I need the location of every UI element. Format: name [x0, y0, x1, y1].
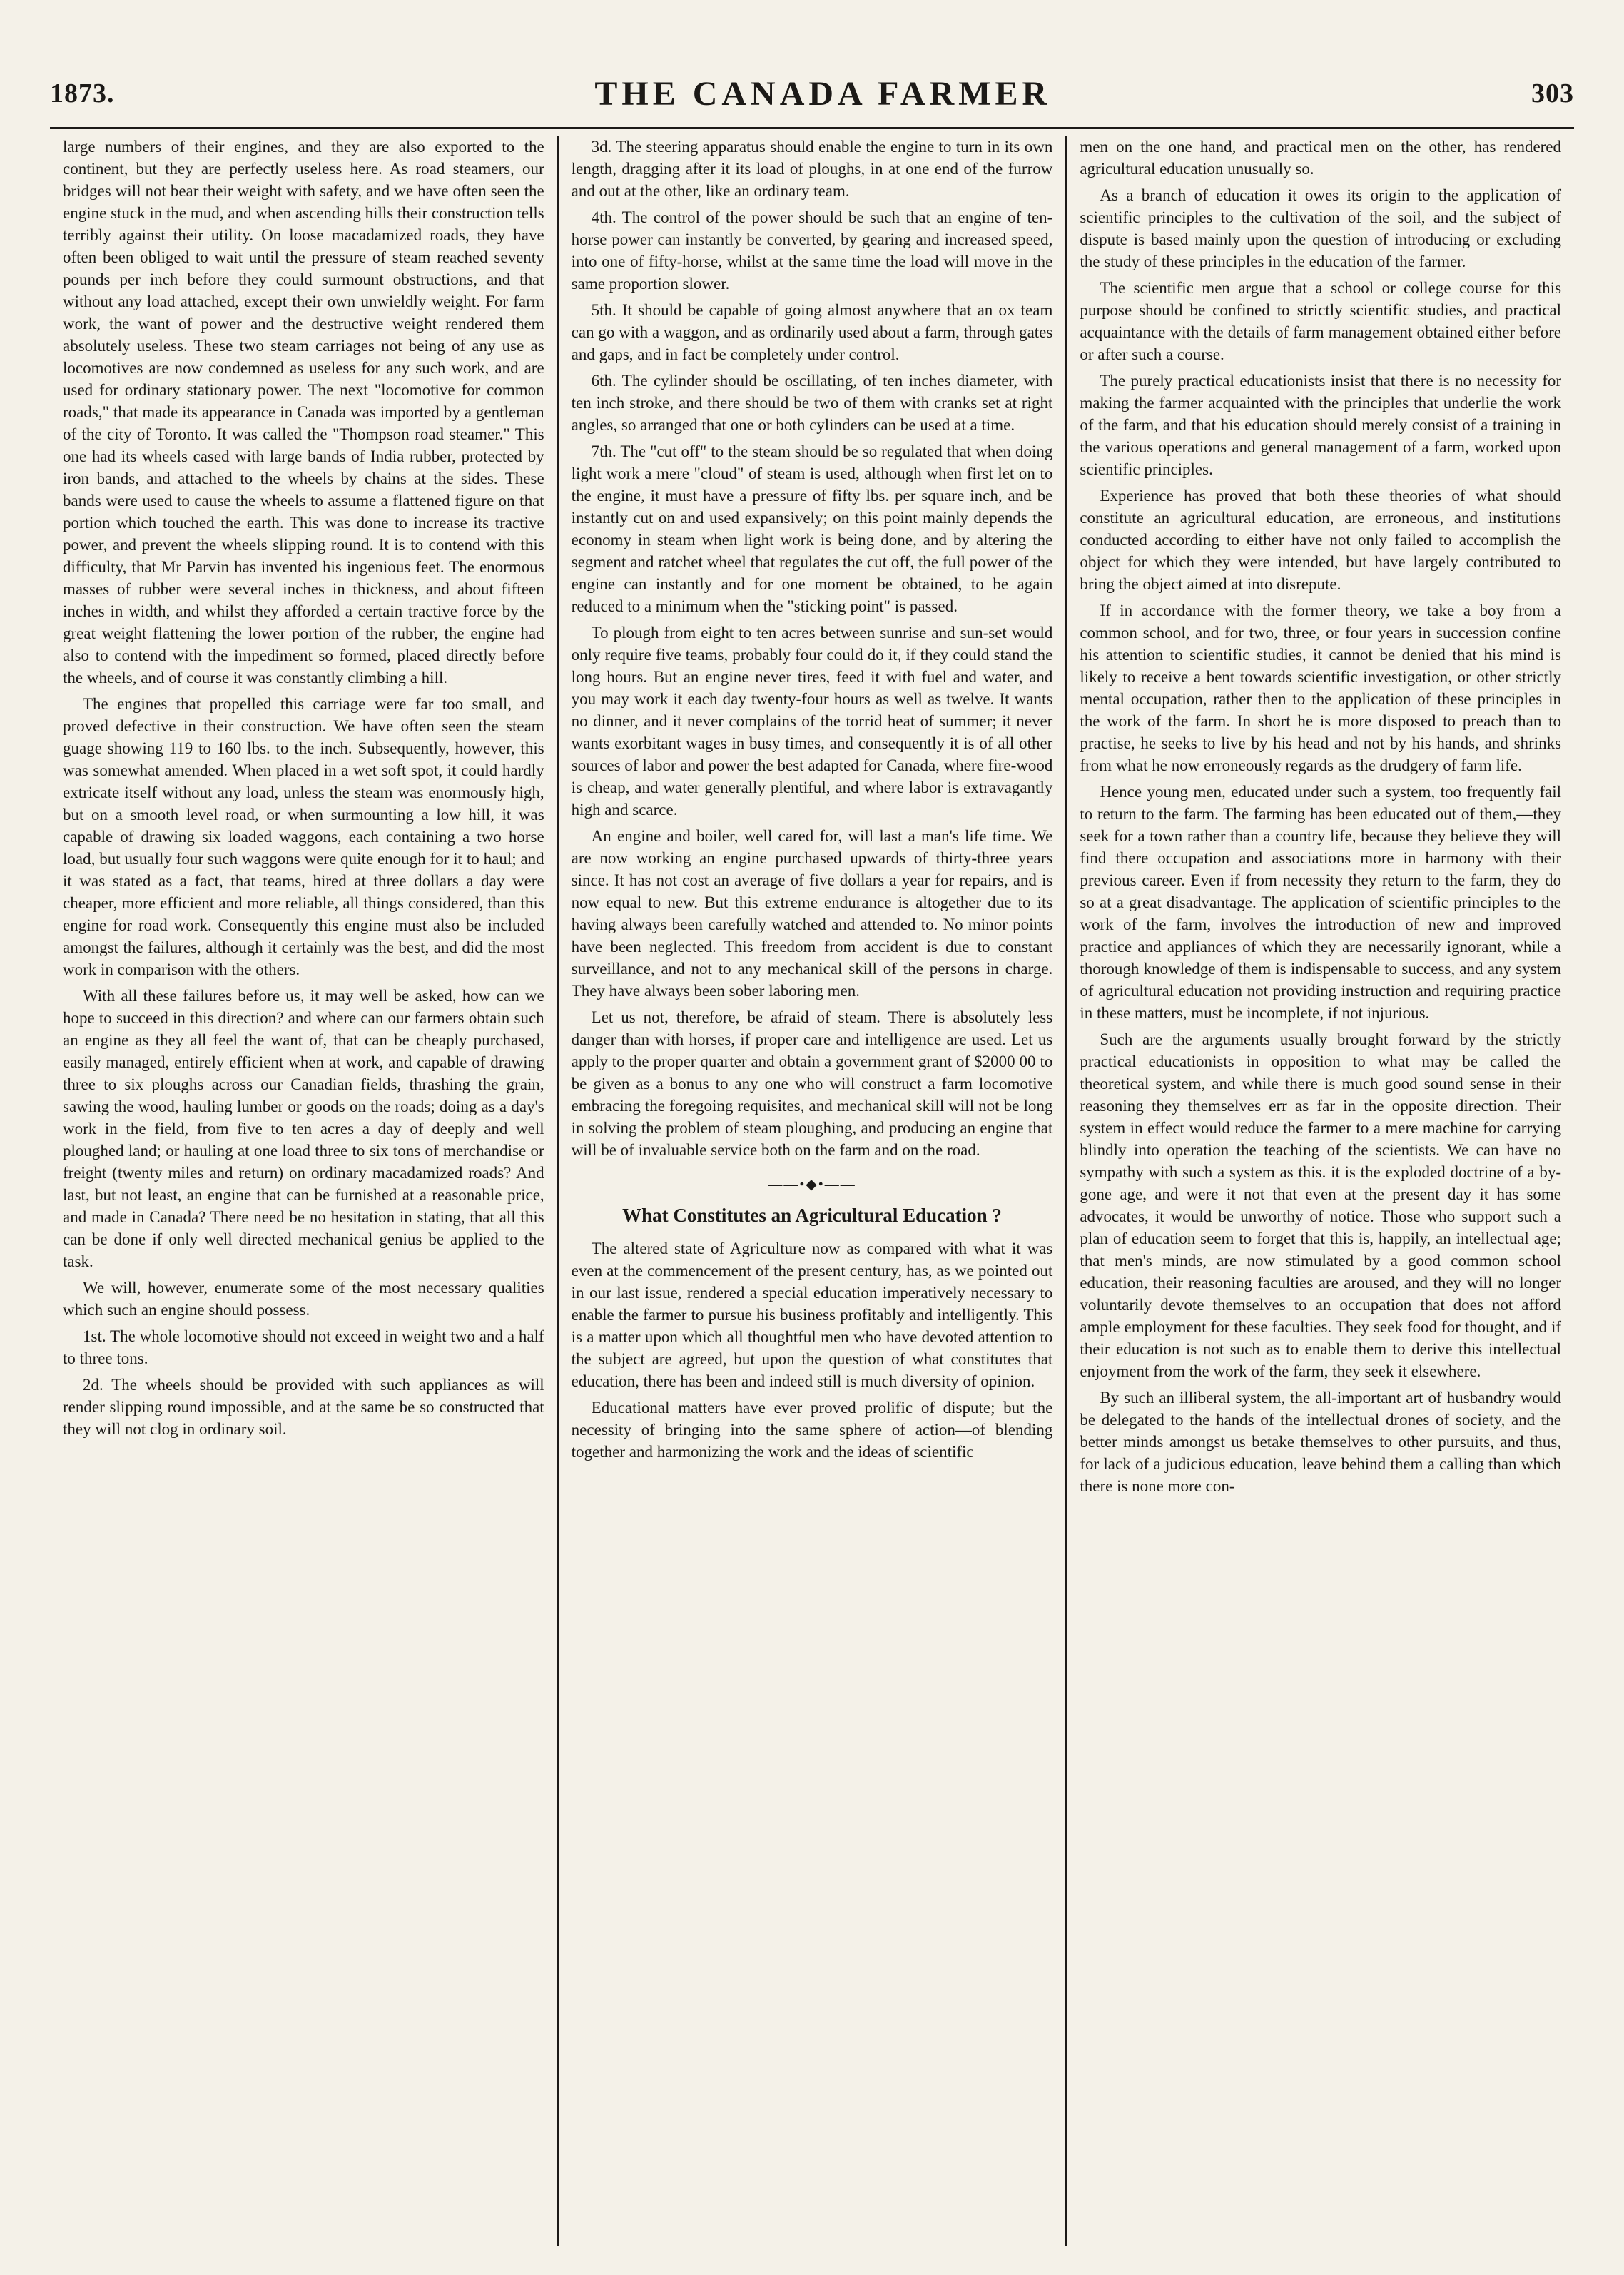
- page-header: [50, 69, 1574, 118]
- paragraph: 1st. The whole locomotive should not exceed in weight two and a half to three tons.: [63, 1327, 544, 1367]
- masthead-title: THE CANADA FARMER: [594, 74, 1052, 113]
- paragraph: The purely practical educationists insist that there is no necessity for making the farmer acquainted with the principles that underlie the work of the farm, and that his education should merely consist of a training in the various operations and general management of a farm, worked upon scientific principles.: [1080, 372, 1562, 478]
- header-year: 1873.: [50, 78, 115, 108]
- paragraph: If in accordance with the former theory, we take a boy from a common school, and for two, three, or four years in succession confine his attention to scientific studies, it cannot be denied that his mind is likely to receive a bent towards scientific investigation, or other strictly mental occupation, rather then to the application of these principles in the work of the farm. In short he is more disposed to preach than to practise, he seeks to live by his head and not by his hands, and shrinks from what he now erroneously regards as the drudgery of farm life.: [1080, 602, 1562, 774]
- text-columns: [50, 136, 1574, 2246]
- paragraph: To plough from eight to ten acres between sunrise and sun-set would only require five teams, probably four could do it, if they could stand the long hours. But an engine never tires, feed it with fuel and water, and you may work it each day twenty-four hours as well as twelve. It wants no dinner, and it never complains of the torrid heat of summer; it never wants exorbitant wages in busy times, and consequently it is of all other sources of labor and power the best adapted for Canada, where fire-wood is cheap, and water generally plentiful, and where labor is extravagantly high and scarce.: [571, 624, 1053, 819]
- section-heading: What Constitutes an Agricultural Education ?: [622, 1205, 1002, 1226]
- paragraph: Educational matters have ever proved prolific of dispute; but the necessity of bringing into the same sphere of action—of blending together and harmonizing the work and the ideas of scientific: [571, 1399, 1053, 1461]
- paragraph: 7th. The "cut off" to the steam should be so regulated that when doing light work a mere "cloud" of steam is used, although when first let on to the engine, it must have a pressure of fifty lbs. per square inch, and be instantly cut on and used expansively; on this point mainly depends the economy in steam when light work is being done, and by altering the segment and ratchet wheel that regulates the cut off, the full power of the engine can instantly and for one moment be obtained, to be again reduced to a minimum when the "sticking point" is passed.: [571, 442, 1053, 615]
- paragraph: The altered state of Agriculture now as compared with what it was even at the commencement of the present century, has, as we pointed out in our last issue, rendered a special education imperatively necessary to enable the farmer to pursue his business profitably and intelligently. This is a matter upon which all thoughtful men who have devoted attention to the subject are agreed, but upon the question of what constitutes that education, there has been and indeed still is much diversity of opinion.: [571, 1240, 1053, 1390]
- page-number: 303: [1531, 78, 1574, 108]
- paragraph: 4th. The control of the power should be such that an engine of ten-horse power can instantly be converted, by gearing and increased speed, into one of fifty-horse, whilst at the same time the load will move in the same proportion slower.: [571, 208, 1053, 293]
- paragraph: large numbers of their engines, and they are also exported to the continent, but they are perfectly useless here. As road steamers, our bridges will not bear their weight with safety, and we have often seen the engine stuck in the mud, and when ascending hills their construction tells terribly against their utility. On loose macadamized roads, they have often been obliged to wait until the pressure of steam reached seventy pounds per inch before they could surmount obstructions, and that without any load attached, except their own unwieldly weight. For farm work, the want of power and the destructive weight rendered them absolutely useless. These two steam carriages not being of any use as locomotives are now condemned as useless for any such work, and are used for ordinary stationary power. The next "locomotive for common roads," that made its appearance in Canada was imported by a gentleman of the city of Toronto. It was called the "Thompson road steamer." This one had its wheels cased with large bands of India rubber, protected by iron bands, and attached to the wheels by chains at the sides. These bands were used to cause the wheels to assume a flattened figure on that portion which touched the earth. This was done to increase its tractive power, and prevent the wheels slipping round. It is to contend with this difficulty, that Mr Parvin has invented his ingenious feet. The enormous masses of rubber were several inches in thickness, and about fifteen inches in width, and whilst they afforded a certain tractive force by the great weight flattening the lower portion of the rubber, the engine had also to contend with the impediment so formed, placed directly before the wheels, and of course it was constantly climbing a hill.: [63, 138, 544, 686]
- paragraph: As a branch of education it owes its origin to the application of scientific principles to the cultivation of the soil, and the subject of dispute is based mainly upon the question of introducing or excluding the study of these principles in the education of the farmer.: [1080, 186, 1562, 270]
- paragraph: 6th. The cylinder should be oscillating, of ten inches diameter, with ten inch stroke, and there should be two of them with cranks set at right angles, so arranged that one or both cylinders can be used at a time.: [571, 372, 1053, 434]
- section-divider: ——•◆•——: [768, 1177, 856, 1192]
- paragraph: Hence young men, educated under such a system, too frequently fail to return to the farm. The farming has been educated out of them,—they seek for a town rather than a country life, because they believe they will find there occupation and associations more in harmony with their previous career. Even if from necessity they return to the farm, they do so at a great disadvantage. The application of scientific principles to the work of the farm, involves the introduction of new and improved practice and appliances of which they are necessarily ignorant, while a thorough knowledge of them is indispensable to success, and any system of agricultural education not providing instruction and requiring practice in these matters, must be incomplete, if not injurious.: [1080, 783, 1562, 1022]
- header-rule: [50, 127, 1574, 129]
- paragraph: 3d. The steering apparatus should enable the engine to turn in its own length, dragging after it its load of ploughs, in at one end of the furrow and out at the other, like an ordinary team.: [571, 138, 1053, 200]
- paragraph: An engine and boiler, well cared for, will last a man's life time. We are now working an engine purchased upwards of thirty-three years since. It has not cost an average of five dollars a year for repairs, and is now equal to new. But this extreme endurance is altogether due to its having always been carefully watched and attended to. No minor points have been neglected. This freedom from accident is due to constant surveillance, and not to any mechanical skill of the persons in charge. They have always been sober laboring men.: [571, 827, 1053, 1000]
- column-2: [557, 136, 1066, 2246]
- paragraph: With all these failures before us, it may well be asked, how can we hope to succeed in this direction? and where can our farmers obtain such an engine as they all feel the want of, that can be cheaply purchased, easily managed, entirely efficient when at work, and capable of drawing three to six ploughs across our Canadian fields, thrashing the grain, sawing the wood, hauling lumber or goods on the roads; doing as a day's work in the field, from five to ten acres a day of deeply and well ploughed land; or hauling at one load three to six tons of merchandise or freight (twenty miles and return) on ordinary macadamized roads? And last, but not least, an engine that can be furnished at a reasonable price, and made in Canada? There need be no hesitation in stating, that all this can be done if only well directed mechanical genius be applied to the task.: [63, 987, 544, 1270]
- paragraph: The scientific men argue that a school or college course for this purpose should be confined to strictly scientific studies, and practical acquaintance with the details of farm management obtained either before or after such a course.: [1080, 279, 1562, 363]
- paragraph: By such an illiberal system, the all-important art of husbandry would be delegated to the hands of the intellectual drones of society, and the better minds amongst us betake themselves to other pursuits, and thus, for lack of a judicious education, leave behind them a calling than which there is none more con-: [1080, 1389, 1562, 1495]
- paragraph: men on the one hand, and practical men on the other, has rendered agricultural education unusually so.: [1080, 138, 1562, 178]
- paragraph: Such are the arguments usually brought forward by the strictly practical educationists in opposition to what may be called the theoretical system, and while there is much good sound sense in their reasoning they themselves err as far in the opposite direction. Their system in effect would reduce the farmer to a mere machine for carrying blindly into operation the teaching of the scientists. We can have no sympathy with such a system as this. it is the exploded doctrine of a by-gone age, and were it not that even at the present day it has some advocates, it would be unworthy of notice. Those who support such a plan of education seem to forget that this is, happily, an intellectual age; that men's minds, are now stimulated by a good common school education, their reasoning faculties are aroused, and they will no longer voluntarily devote themselves to an occupation that does not afford ample employment for these faculties. They seek food for thought, and if their education is not such as to enable them to derive this intellectual enjoyment from the work of the farm, they seek it elsewhere.: [1080, 1030, 1562, 1380]
- paragraph: The engines that propelled this carriage were far too small, and proved defective in their construction. We have often seen the steam guage showing 119 to 160 lbs. to the inch. Subsequently, however, this was somewhat amended. When placed in a wet soft spot, it could hardly extricate itself without any load, unless the steam was enormously high, but on a smooth level road, or when surmounting a low hill, it was capable of drawing six loaded waggons, each containing a two horse load, but usually four such waggons were quite enough for it to haul; and it was stated as a fact, that teams, hired at three dollars a day were cheaper, more efficient and more reliable, all things considered, than this engine for road work. Consequently this engine must also be included amongst the failures, although it certainly was the best, and did the most work in comparison with the others.: [63, 695, 544, 978]
- paragraph: Let us not, therefore, be afraid of steam. There is absolutely less danger than with horses, if proper care and intelligence are used. Let us apply to the proper quarter and obtain a government grant of $2000 00 to be given as a bonus to any one who will construct a farm locomotive embracing the foregoing requisites, and mechanical skill will not be long in solving the problem of steam ploughing, and producing an engine that will be of invaluable service both on the farm and on the road.: [571, 1008, 1053, 1159]
- column-3: [1065, 136, 1574, 2246]
- paragraph: Experience has proved that both these theories of what should constitute an agricultural education, are erroneous, and institutions conducted according to either have not only failed to accomplish the object for which they were intended, but have largely contributed to bring the object aimed at into disrepute.: [1080, 487, 1562, 593]
- paragraph: 2d. The wheels should be provided with such appliances as will render slipping round impossible, and at the same be so constructed that they will not clog in ordinary soil.: [63, 1376, 544, 1438]
- paragraph: We will, however, enumerate some of the most necessary qualities which such an engine should possess.: [63, 1279, 544, 1319]
- paragraph: 5th. It should be capable of going almost anywhere that an ox team can go with a waggon, and as ordinarily used about a farm, through gates and gaps, and in fact be completely under control.: [571, 301, 1053, 363]
- column-1: [50, 136, 557, 2246]
